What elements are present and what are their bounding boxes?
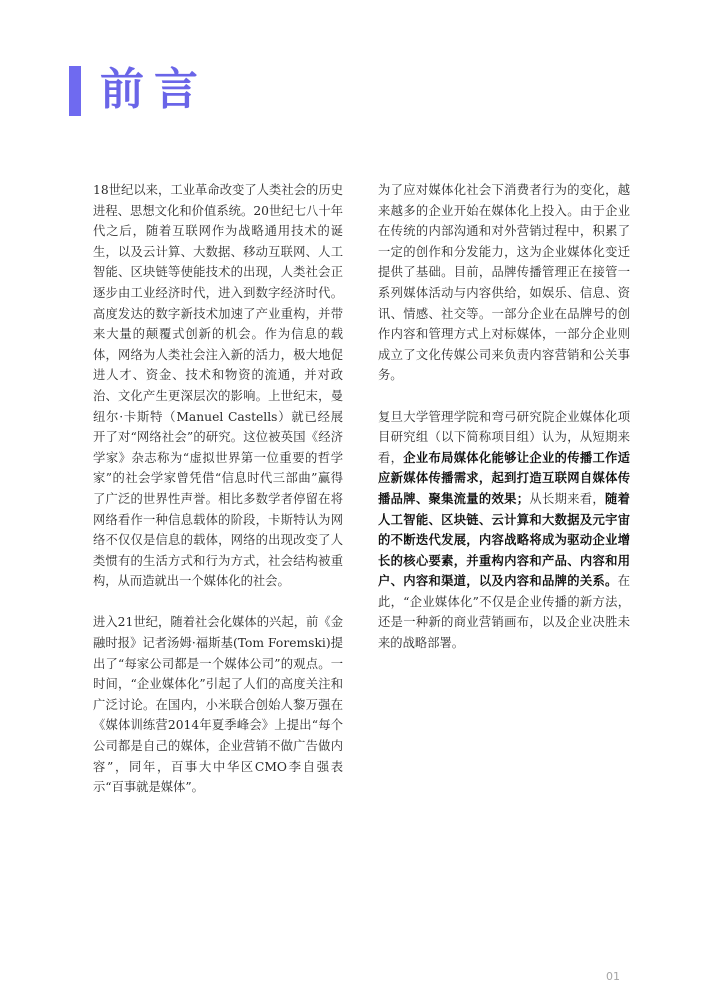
bold-statement-short-term: 企业布局媒体化能够让企业的传播工作适应新媒体传播需求，起到打造互联网自媒体传播品牌、聚集流量的效果； <box>378 450 630 506</box>
paragraph <box>378 407 630 654</box>
paragraph: 18世纪以来，工业革命改变了人类社会的历史进程、思想文化和价值系统。20世纪七八十年代之后，随着互联网作为战略通用技术的诞生，以及云计算、大数据、移动互联网、人工智能、区块链等使能技术的出现，人类社会正逐步由工业经济时代，进入到数字经济时代。高度发达的数字新技术加速了产业重构，并带来大量的颠覆式创新的机会。作为信息的载体，网络为人类社会注入新的活力，极大地促进人才、资金、技术和物资的流通，并对政治、文化产生更深层次的影响。上世纪末，曼纽尔·卡斯特（Manuel Castells）就已经展开了对“网络社会”的研究。这位被英国《经济学家》杂志称为“虚拟世界第一位重要的哲学家”的社会学家曾凭借“信息时代三部曲”赢得了广泛的世界性声誉。相比多数学者停留在将网络看作一种信息载体的阶段，卡斯特认为网络不仅仅是信息的载体，网络的出现改变了人类惯有的生活方式和行为方式，社会结构被重构，从而造就出一个媒体化的社会。 <box>93 183 343 589</box>
paragraph-conclusion: 在此，“企业媒体化”不仅是企业传播的新方法，还是一种新的商业营销画布，以及企业决胜未来的战略部署。 <box>378 574 630 651</box>
right-column <box>378 180 630 654</box>
title-accent-bar <box>69 66 81 116</box>
page-title: 前言 <box>100 64 208 115</box>
left-column <box>93 180 343 798</box>
page-number: 01 <box>606 970 620 983</box>
bold-statement-long-term: 随着人工智能、区块链、云计算和大数据及元宇宙的不断迭代发展，内容战略将成为驱动企业增长的核心要素，并重构内容和产品、内容和用户、内容和渠道，以及内容和品牌的关系。 <box>378 491 630 589</box>
paragraph-intro: 复旦大学管理学院和弯弓研究院企业媒体化项目研究组（以下简称项目组）认为，从短期来看， <box>378 409 630 465</box>
paragraph: 为了应对媒体化社会下消费者行为的变化，越来越多的企业开始在媒体化上投入。由于企业在传统的内部沟通和对外营销过程中，积累了一定的创作和分发能力，这为企业媒体化变迁提供了基础。目前，品牌传播管理正在接管一系列媒体活动与内容供给，如娱乐、信息、资讯、情感、社交等。一部分企业在品牌号的创作内容和管理方式上对标媒体，一部分企业则成立了文化传媒公司来负责内容营销和公关事务。 <box>378 183 630 383</box>
paragraph: 进入21世纪，随着社会化媒体的兴起，前《金融时报》记者汤姆·福斯基(Tom Foremski)提出了“每家公司都是一个媒体公司”的观点。一时间，“企业媒体化”引起了人们的高度关注和广泛讨论。在国内，小米联合创始人黎万强在《媒体训练营2014年夏季峰会》上提出“每个公司都是自己的媒体，企业营销不做广告做内容”，同年，百事大中华区CMO李自强表示“百事就是媒体”。 <box>93 615 343 795</box>
paragraph-transition: 从长期来看， <box>529 491 606 506</box>
